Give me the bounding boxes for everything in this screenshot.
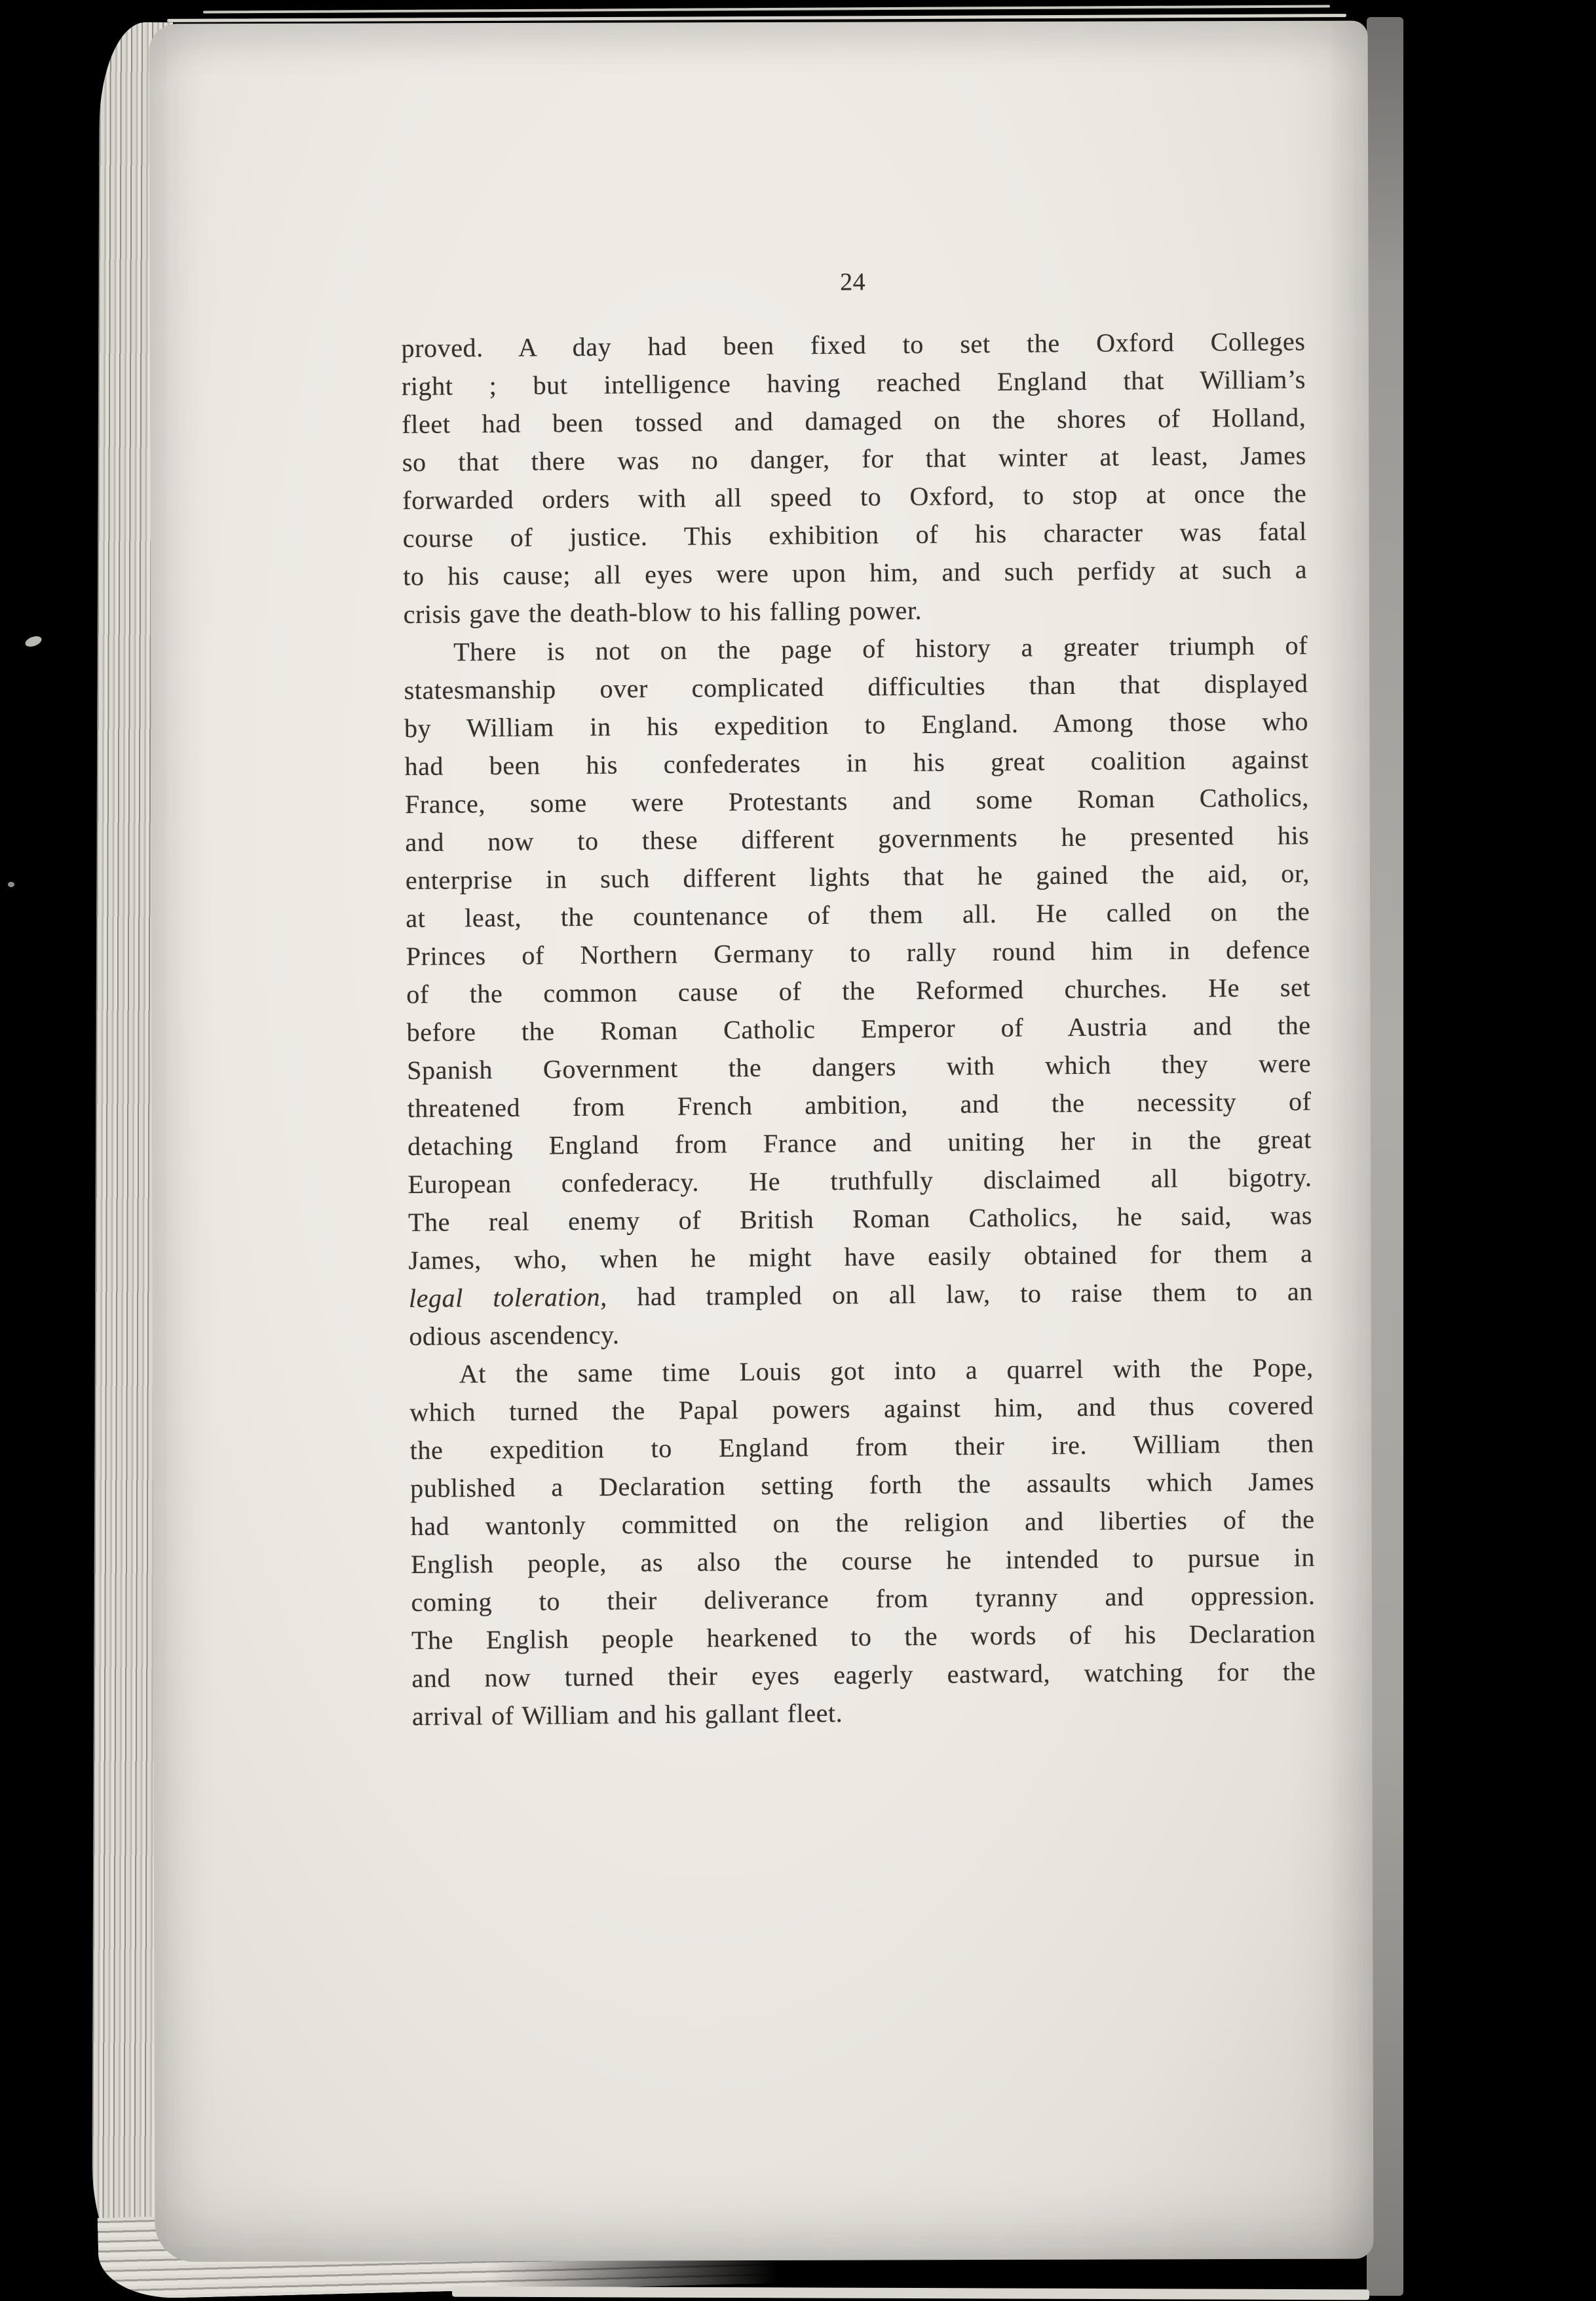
text-line: the expedition to England from their ire. William then [409, 1428, 1314, 1465]
text-line: detaching England from France and uniting her in the great [407, 1124, 1312, 1162]
text-line: right ; but intelligence having reached England that William’s [401, 364, 1306, 402]
text-line: of the common cause of the Reformed churches. He set [406, 972, 1311, 1010]
paragraph [401, 322, 1308, 634]
text-line: and now to these different governments he presented his [405, 820, 1310, 858]
text-segment: had trampled on all law, to raise them to an [607, 1276, 1314, 1312]
sheet-edge-bottom [452, 2287, 1369, 2300]
text-line: Princes of Northern Germany to rally round him in defence [406, 934, 1310, 972]
text-line: threatened from French ambition, and the necessity of [407, 1086, 1312, 1124]
text-line: English people, as also the course he intended to pursue in [410, 1542, 1316, 1579]
text-line: enterprise in such different lights that he gained the aid, or, [405, 858, 1310, 896]
text-line: at least, the countenance of them all. He called on the [406, 896, 1310, 934]
text-line: The real enemy of British Roman Catholics, he said, was [408, 1200, 1313, 1238]
text-line: and now turned their eyes eagerly eastward, watching for the [411, 1656, 1316, 1693]
paragraph [404, 626, 1314, 1356]
text-line: had been his confederates in his great coalition against [404, 744, 1309, 782]
text-line: course of justice. This exhibition of his character was fatal [402, 516, 1307, 554]
text-block [401, 259, 1317, 1736]
page-number: 24 [839, 268, 866, 296]
paragraph [409, 1348, 1317, 1736]
text-line [409, 1272, 1313, 1318]
text-line: which turned the Papal powers against him, and thus covered [409, 1390, 1314, 1427]
text-line: published a Declaration setting forth the assaults which James [409, 1466, 1315, 1503]
text-line: by William in his expedition to England. Among those who [404, 706, 1309, 744]
scan-artifact [8, 882, 14, 887]
text-line: arrival of William and his gallant fleet. [411, 1698, 843, 1731]
text-line: James, who, when he might have easily obtained for them a [408, 1238, 1313, 1276]
italic-text: legal toleration, [408, 1282, 607, 1314]
text-line: At the same time Louis got into a quarrel with the Pope, [459, 1352, 1314, 1389]
book-page [149, 21, 1374, 2262]
text-line: to his cause; all eyes were upon him, and such perfidy at such a [403, 554, 1308, 592]
text-line: before the Roman Catholic Emperor of Austria and the [406, 1010, 1311, 1048]
text-line: The English people hearkened to the words of his Declaration [411, 1618, 1316, 1655]
text-line: statesmanship over complicated difficulties than that displayed [404, 668, 1308, 706]
text-line: forwarded orders with all speed to Oxford, to stop at once the [402, 478, 1307, 516]
text-line: coming to their deliverance from tyranny and oppression. [411, 1580, 1316, 1617]
text-line: France, some were Protestants and some Roman Catholics, [404, 782, 1310, 820]
text-line: Spanish Government the dangers with which they were [406, 1048, 1312, 1086]
text-line: European confederacy. He truthfully disclaimed all bigotry. [408, 1162, 1312, 1200]
text-line: had wantonly committed on the religion and liberties of the [410, 1504, 1315, 1541]
scan-artifact [24, 634, 43, 649]
text-line: odious ascendency. [409, 1320, 620, 1351]
text-line: fleet had been tossed and damaged on the shores of Holland, [402, 402, 1306, 440]
sheet-edge-top [203, 5, 1330, 13]
text-line: so that there was no danger, for that winter at least, James [402, 440, 1306, 478]
text-line: There is not on the page of history a greater triumph of [453, 630, 1308, 667]
text-line: proved. A day had been fixed to set the Oxford Colleges [401, 326, 1306, 364]
text-line: crisis gave the death-blow to his falling power. [403, 595, 922, 630]
